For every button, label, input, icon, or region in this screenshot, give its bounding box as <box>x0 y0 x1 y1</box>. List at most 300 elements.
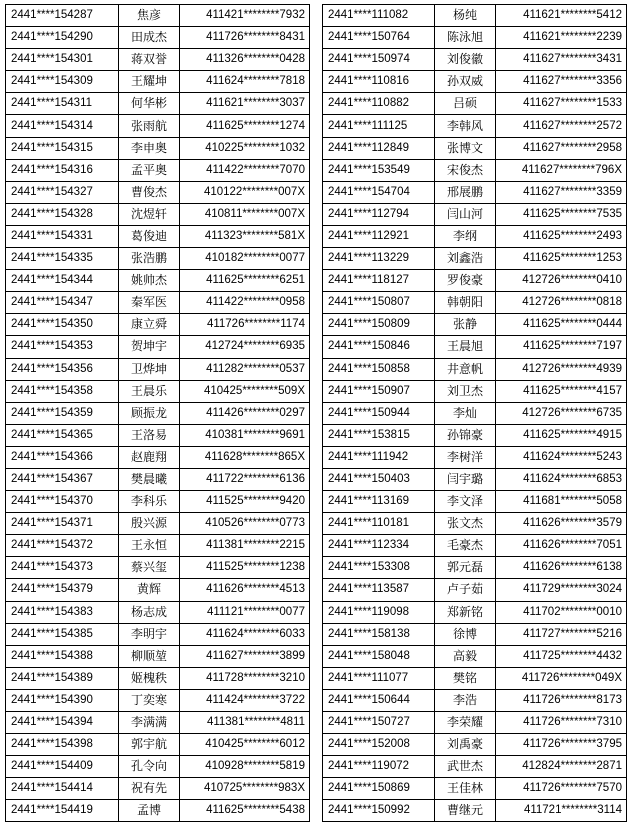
table-row <box>6 800 310 822</box>
exam-id-cell: 2441****158138 <box>323 623 435 645</box>
name-cell: 罗俊豪 <box>435 270 496 292</box>
name-cell: 韩朝阳 <box>435 292 496 314</box>
exam-id-cell: 2441****154367 <box>6 468 119 490</box>
exam-id-cell: 2441****150944 <box>323 402 435 424</box>
exam-id-cell: 2441****154365 <box>6 424 119 446</box>
name-cell: 郑新铭 <box>435 601 496 623</box>
name-cell: 刘禹豪 <box>435 734 496 756</box>
left-table <box>5 4 310 822</box>
table-row <box>323 424 627 446</box>
exam-id-cell: 2441****119072 <box>323 756 435 778</box>
exam-id-cell: 2441****154372 <box>6 535 119 557</box>
name-cell: 孟平奥 <box>119 159 180 181</box>
table-row <box>323 667 627 689</box>
table-row <box>6 71 310 93</box>
table-row <box>323 446 627 468</box>
name-cell: 毛豪杰 <box>435 535 496 557</box>
name-cell: 张雨航 <box>119 115 180 137</box>
exam-id-cell: 2441****150858 <box>323 358 435 380</box>
id-number-cell: 412726********6735 <box>496 402 627 424</box>
name-cell: 李灿 <box>435 402 496 424</box>
name-cell: 张静 <box>435 314 496 336</box>
name-cell: 张博文 <box>435 137 496 159</box>
table-row <box>323 115 627 137</box>
exam-id-cell: 2441****112849 <box>323 137 435 159</box>
id-number-cell: 412726********0410 <box>496 270 627 292</box>
table-row <box>323 380 627 402</box>
id-number-cell: 410725********983X <box>180 778 310 800</box>
exam-id-cell: 2441****113169 <box>323 491 435 513</box>
exam-id-cell: 2441****150846 <box>323 336 435 358</box>
name-cell: 李荣耀 <box>435 712 496 734</box>
id-number-cell: 411627********3899 <box>180 645 310 667</box>
name-cell: 刘鑫浩 <box>435 248 496 270</box>
id-number-cell: 411381********4811 <box>180 712 310 734</box>
table-row <box>6 689 310 711</box>
exam-id-cell: 2441****154301 <box>6 49 119 71</box>
table-row <box>323 27 627 49</box>
table-row <box>6 579 310 601</box>
name-cell: 李满满 <box>119 712 180 734</box>
exam-id-cell: 2441****150907 <box>323 380 435 402</box>
exam-id-cell: 2441****154358 <box>6 380 119 402</box>
name-cell: 顾振龙 <box>119 402 180 424</box>
id-number-cell: 411624********5243 <box>496 446 627 468</box>
id-number-cell: 411627********796X <box>496 159 627 181</box>
exam-id-cell: 2441****118127 <box>323 270 435 292</box>
id-number-cell: 411625********0444 <box>496 314 627 336</box>
table-row <box>6 468 310 490</box>
id-number-cell: 411624********7818 <box>180 71 310 93</box>
id-number-cell: 411726********8431 <box>180 27 310 49</box>
name-cell: 闫宇璐 <box>435 468 496 490</box>
name-cell: 葛俊迪 <box>119 225 180 247</box>
name-cell: 孟博 <box>119 800 180 822</box>
name-cell: 武世杰 <box>435 756 496 778</box>
exam-id-cell: 2441****154371 <box>6 513 119 535</box>
name-cell: 孙双威 <box>435 71 496 93</box>
table-row <box>6 491 310 513</box>
id-number-cell: 410425********509X <box>180 380 310 402</box>
exam-id-cell: 2441****154356 <box>6 358 119 380</box>
exam-id-cell: 2441****154385 <box>6 623 119 645</box>
id-number-cell: 411421********7932 <box>180 5 310 27</box>
name-cell: 曹继元 <box>435 800 496 822</box>
exam-id-cell: 2441****150727 <box>323 712 435 734</box>
name-cell: 焦彦 <box>119 5 180 27</box>
table-row <box>323 49 627 71</box>
table-row <box>323 535 627 557</box>
id-number-cell: 411525********9420 <box>180 491 310 513</box>
exam-id-cell: 2441****112794 <box>323 203 435 225</box>
table-row <box>323 800 627 822</box>
table-row <box>323 756 627 778</box>
exam-id-cell: 2441****154704 <box>323 181 435 203</box>
exam-id-cell: 2441****110181 <box>323 513 435 535</box>
exam-id-cell: 2441****154314 <box>6 115 119 137</box>
name-cell: 曹俊杰 <box>119 181 180 203</box>
exam-id-cell: 2441****150869 <box>323 778 435 800</box>
name-cell: 李文泽 <box>435 491 496 513</box>
table-row <box>6 5 310 27</box>
exam-id-cell: 2441****154373 <box>6 557 119 579</box>
id-number-cell: 411627********1533 <box>496 93 627 115</box>
id-number-cell: 411729********3024 <box>496 579 627 601</box>
id-number-cell: 411627********2958 <box>496 137 627 159</box>
exam-id-cell: 2441****154419 <box>6 800 119 822</box>
table-row <box>6 115 310 137</box>
id-number-cell: 411726********1174 <box>180 314 310 336</box>
id-number-cell: 411726********8173 <box>496 689 627 711</box>
name-cell: 孔令向 <box>119 756 180 778</box>
table-row <box>6 645 310 667</box>
exam-id-cell: 2441****150807 <box>323 292 435 314</box>
id-number-cell: 411721********3114 <box>496 800 627 822</box>
exam-id-cell: 2441****113587 <box>323 579 435 601</box>
exam-id-cell: 2441****154328 <box>6 203 119 225</box>
table-row <box>6 358 310 380</box>
name-cell: 康立舜 <box>119 314 180 336</box>
exam-id-cell: 2441****154379 <box>6 579 119 601</box>
table-row <box>6 667 310 689</box>
table-row <box>323 601 627 623</box>
name-cell: 李申奥 <box>119 137 180 159</box>
name-cell: 井意帆 <box>435 358 496 380</box>
table-row <box>323 248 627 270</box>
table-row <box>323 336 627 358</box>
id-number-cell: 411626********6138 <box>496 557 627 579</box>
exam-id-cell: 2441****154409 <box>6 756 119 778</box>
table-row <box>323 734 627 756</box>
table-row <box>323 314 627 336</box>
name-cell: 王佳林 <box>435 778 496 800</box>
table-row <box>323 358 627 380</box>
name-cell: 樊晨曦 <box>119 468 180 490</box>
exam-id-cell: 2441****154287 <box>6 5 119 27</box>
name-cell: 张浩鹏 <box>119 248 180 270</box>
id-number-cell: 411627********2572 <box>496 115 627 137</box>
id-number-cell: 411681********5058 <box>496 491 627 513</box>
table-row <box>323 468 627 490</box>
name-cell: 王洛易 <box>119 424 180 446</box>
name-cell: 柳顺堃 <box>119 645 180 667</box>
name-cell: 樊铭 <box>435 667 496 689</box>
exam-id-cell: 2441****150764 <box>323 27 435 49</box>
table-row <box>323 203 627 225</box>
id-number-cell: 410381********9691 <box>180 424 310 446</box>
name-cell: 王晨乐 <box>119 380 180 402</box>
id-number-cell: 411624********6853 <box>496 468 627 490</box>
table-row <box>323 93 627 115</box>
exam-id-cell: 2441****154311 <box>6 93 119 115</box>
exam-id-cell: 2441****154398 <box>6 734 119 756</box>
exam-id-cell: 2441****154366 <box>6 446 119 468</box>
exam-id-cell: 2441****153308 <box>323 557 435 579</box>
exam-id-cell: 2441****154414 <box>6 778 119 800</box>
name-cell: 徐博 <box>435 623 496 645</box>
name-cell: 杨纯 <box>435 5 496 27</box>
table-row <box>6 292 310 314</box>
id-number-cell: 411625********4915 <box>496 424 627 446</box>
id-number-cell: 411627********3356 <box>496 71 627 93</box>
table-row <box>323 712 627 734</box>
name-cell: 宋俊杰 <box>435 159 496 181</box>
exam-id-cell: 2441****150974 <box>323 49 435 71</box>
id-number-cell: 411625********7535 <box>496 203 627 225</box>
table-row <box>6 203 310 225</box>
table-row <box>323 181 627 203</box>
name-cell: 王晨旭 <box>435 336 496 358</box>
exam-id-cell: 2441****154309 <box>6 71 119 93</box>
id-number-cell: 410928********5819 <box>180 756 310 778</box>
id-number-cell: 411621********5412 <box>496 5 627 27</box>
id-number-cell: 411422********0958 <box>180 292 310 314</box>
exam-id-cell: 2441****150992 <box>323 800 435 822</box>
table-row <box>323 623 627 645</box>
exam-id-cell: 2441****154353 <box>6 336 119 358</box>
table-row <box>6 248 310 270</box>
id-number-cell: 411726********7310 <box>496 712 627 734</box>
name-cell: 蔡兴玺 <box>119 557 180 579</box>
exam-id-cell: 2441****152008 <box>323 734 435 756</box>
table-row <box>6 446 310 468</box>
right-table <box>322 4 627 822</box>
table-row <box>323 513 627 535</box>
id-number-cell: 411625********6251 <box>180 270 310 292</box>
id-number-cell: 411726********049X <box>496 667 627 689</box>
id-number-cell: 411624********6033 <box>180 623 310 645</box>
table-row <box>6 402 310 424</box>
id-number-cell: 411422********7070 <box>180 159 310 181</box>
exam-id-cell: 2441****150644 <box>323 689 435 711</box>
name-cell: 姬槐秩 <box>119 667 180 689</box>
exam-id-cell: 2441****111942 <box>323 446 435 468</box>
id-number-cell: 412726********0818 <box>496 292 627 314</box>
exam-id-cell: 2441****150809 <box>323 314 435 336</box>
id-number-cell: 410182********0077 <box>180 248 310 270</box>
exam-id-cell: 2441****111125 <box>323 115 435 137</box>
name-cell: 闫山河 <box>435 203 496 225</box>
table-row <box>6 225 310 247</box>
exam-id-cell: 2441****154347 <box>6 292 119 314</box>
table-row <box>323 137 627 159</box>
name-cell: 祝有先 <box>119 778 180 800</box>
name-cell: 陈泳旭 <box>435 27 496 49</box>
name-cell: 李纲 <box>435 225 496 247</box>
id-number-cell: 411625********7197 <box>496 336 627 358</box>
table-row <box>6 137 310 159</box>
name-cell: 赵鹿翔 <box>119 446 180 468</box>
name-cell: 李科乐 <box>119 491 180 513</box>
table-row <box>323 292 627 314</box>
id-number-cell: 411625********1274 <box>180 115 310 137</box>
id-number-cell: 411621********3037 <box>180 93 310 115</box>
name-cell: 丁奕寒 <box>119 689 180 711</box>
name-cell: 高毅 <box>435 645 496 667</box>
name-cell: 贺坤宇 <box>119 336 180 358</box>
left-table-body <box>6 5 310 822</box>
id-number-cell: 411381********2215 <box>180 535 310 557</box>
name-cell: 沈煜轩 <box>119 203 180 225</box>
id-number-cell: 410225********1032 <box>180 137 310 159</box>
table-row <box>6 712 310 734</box>
id-number-cell: 412824********2871 <box>496 756 627 778</box>
table-row <box>6 734 310 756</box>
id-number-cell: 411121********0077 <box>180 601 310 623</box>
id-number-cell: 410811********007X <box>180 203 310 225</box>
exam-id-cell: 2441****154359 <box>6 402 119 424</box>
table-row <box>323 402 627 424</box>
table-row <box>6 380 310 402</box>
name-cell: 张文杰 <box>435 513 496 535</box>
table-row <box>6 270 310 292</box>
name-cell: 李浩 <box>435 689 496 711</box>
table-row <box>323 225 627 247</box>
id-number-cell: 411726********3795 <box>496 734 627 756</box>
table-row <box>323 579 627 601</box>
table-row <box>6 336 310 358</box>
table-row <box>323 159 627 181</box>
exam-id-cell: 2441****154344 <box>6 270 119 292</box>
name-cell: 蒋双誉 <box>119 49 180 71</box>
table-row <box>6 93 310 115</box>
id-number-cell: 411726********7570 <box>496 778 627 800</box>
name-cell: 秦军医 <box>119 292 180 314</box>
table-row <box>6 513 310 535</box>
table-row <box>323 5 627 27</box>
name-cell: 姚帅杰 <box>119 270 180 292</box>
table-row <box>6 778 310 800</box>
table-row <box>6 27 310 49</box>
name-cell: 黄辉 <box>119 579 180 601</box>
id-number-cell: 411424********3722 <box>180 689 310 711</box>
table-row <box>323 689 627 711</box>
exam-id-cell: 2441****113229 <box>323 248 435 270</box>
exam-id-cell: 2441****112921 <box>323 225 435 247</box>
table-row <box>323 270 627 292</box>
id-number-cell: 411626********7051 <box>496 535 627 557</box>
name-cell: 卢子茹 <box>435 579 496 601</box>
exam-id-cell: 2441****154335 <box>6 248 119 270</box>
table-row <box>6 535 310 557</box>
exam-id-cell: 2441****110882 <box>323 93 435 115</box>
exam-id-cell: 2441****111082 <box>323 5 435 27</box>
id-number-cell: 411627********3359 <box>496 181 627 203</box>
table-row <box>6 424 310 446</box>
id-number-cell: 410425********6012 <box>180 734 310 756</box>
name-cell: 李明宇 <box>119 623 180 645</box>
exam-id-cell: 2441****154331 <box>6 225 119 247</box>
id-number-cell: 410122********007X <box>180 181 310 203</box>
name-cell: 何华彬 <box>119 93 180 115</box>
table-row <box>6 756 310 778</box>
name-cell: 吕硕 <box>435 93 496 115</box>
id-number-cell: 411625********4157 <box>496 380 627 402</box>
id-number-cell: 411326********0428 <box>180 49 310 71</box>
table-row <box>6 601 310 623</box>
table-row <box>6 557 310 579</box>
table-row <box>6 181 310 203</box>
right-table-body <box>323 5 627 822</box>
name-cell: 刘俊徽 <box>435 49 496 71</box>
id-number-cell: 411323********581X <box>180 225 310 247</box>
id-number-cell: 411725********4432 <box>496 645 627 667</box>
id-number-cell: 411625********5438 <box>180 800 310 822</box>
id-number-cell: 411282********0537 <box>180 358 310 380</box>
id-number-cell: 411627********3431 <box>496 49 627 71</box>
exam-id-cell: 2441****154290 <box>6 27 119 49</box>
id-number-cell: 411626********3579 <box>496 513 627 535</box>
id-number-cell: 411722********6136 <box>180 468 310 490</box>
exam-id-cell: 2441****154327 <box>6 181 119 203</box>
table-row <box>323 645 627 667</box>
exam-id-cell: 2441****154315 <box>6 137 119 159</box>
table-row <box>6 159 310 181</box>
exam-id-cell: 2441****110816 <box>323 71 435 93</box>
id-number-cell: 411525********1238 <box>180 557 310 579</box>
exam-id-cell: 2441****154370 <box>6 491 119 513</box>
exam-id-cell: 2441****154316 <box>6 159 119 181</box>
name-cell: 李树洋 <box>435 446 496 468</box>
name-cell: 刘卫杰 <box>435 380 496 402</box>
id-number-cell: 411426********0297 <box>180 402 310 424</box>
exam-id-cell: 2441****154383 <box>6 601 119 623</box>
name-cell: 孙锦豪 <box>435 424 496 446</box>
name-cell: 王耀坤 <box>119 71 180 93</box>
id-number-cell: 411621********2239 <box>496 27 627 49</box>
exam-id-cell: 2441****111077 <box>323 667 435 689</box>
exam-id-cell: 2441****119098 <box>323 601 435 623</box>
exam-id-cell: 2441****154394 <box>6 712 119 734</box>
table-row <box>323 491 627 513</box>
table-row <box>6 314 310 336</box>
id-number-cell: 412724********6935 <box>180 336 310 358</box>
exam-id-cell: 2441****154389 <box>6 667 119 689</box>
table-row <box>323 71 627 93</box>
name-cell: 田成杰 <box>119 27 180 49</box>
name-cell: 郭宇航 <box>119 734 180 756</box>
id-number-cell: 411628********865X <box>180 446 310 468</box>
id-number-cell: 411727********5216 <box>496 623 627 645</box>
table-row <box>323 557 627 579</box>
id-number-cell: 411625********2493 <box>496 225 627 247</box>
exam-id-cell: 2441****154388 <box>6 645 119 667</box>
name-cell: 郭元磊 <box>435 557 496 579</box>
table-row <box>6 49 310 71</box>
exam-id-cell: 2441****158048 <box>323 645 435 667</box>
table-row <box>6 623 310 645</box>
name-cell: 殷兴源 <box>119 513 180 535</box>
exam-id-cell: 2441****154390 <box>6 689 119 711</box>
id-number-cell: 412726********4939 <box>496 358 627 380</box>
id-number-cell: 410526********0773 <box>180 513 310 535</box>
exam-id-cell: 2441****153549 <box>323 159 435 181</box>
exam-id-cell: 2441****153815 <box>323 424 435 446</box>
id-number-cell: 411626********4513 <box>180 579 310 601</box>
id-number-cell: 411702********0010 <box>496 601 627 623</box>
name-cell: 卫烨坤 <box>119 358 180 380</box>
id-number-cell: 411728********3210 <box>180 667 310 689</box>
exam-id-cell: 2441****112334 <box>323 535 435 557</box>
name-cell: 邢展鹏 <box>435 181 496 203</box>
exam-id-cell: 2441****154350 <box>6 314 119 336</box>
name-cell: 王永恒 <box>119 535 180 557</box>
name-cell: 李韩风 <box>435 115 496 137</box>
table-row <box>323 778 627 800</box>
name-cell: 杨志成 <box>119 601 180 623</box>
exam-id-cell: 2441****150403 <box>323 468 435 490</box>
id-number-cell: 411625********1253 <box>496 248 627 270</box>
